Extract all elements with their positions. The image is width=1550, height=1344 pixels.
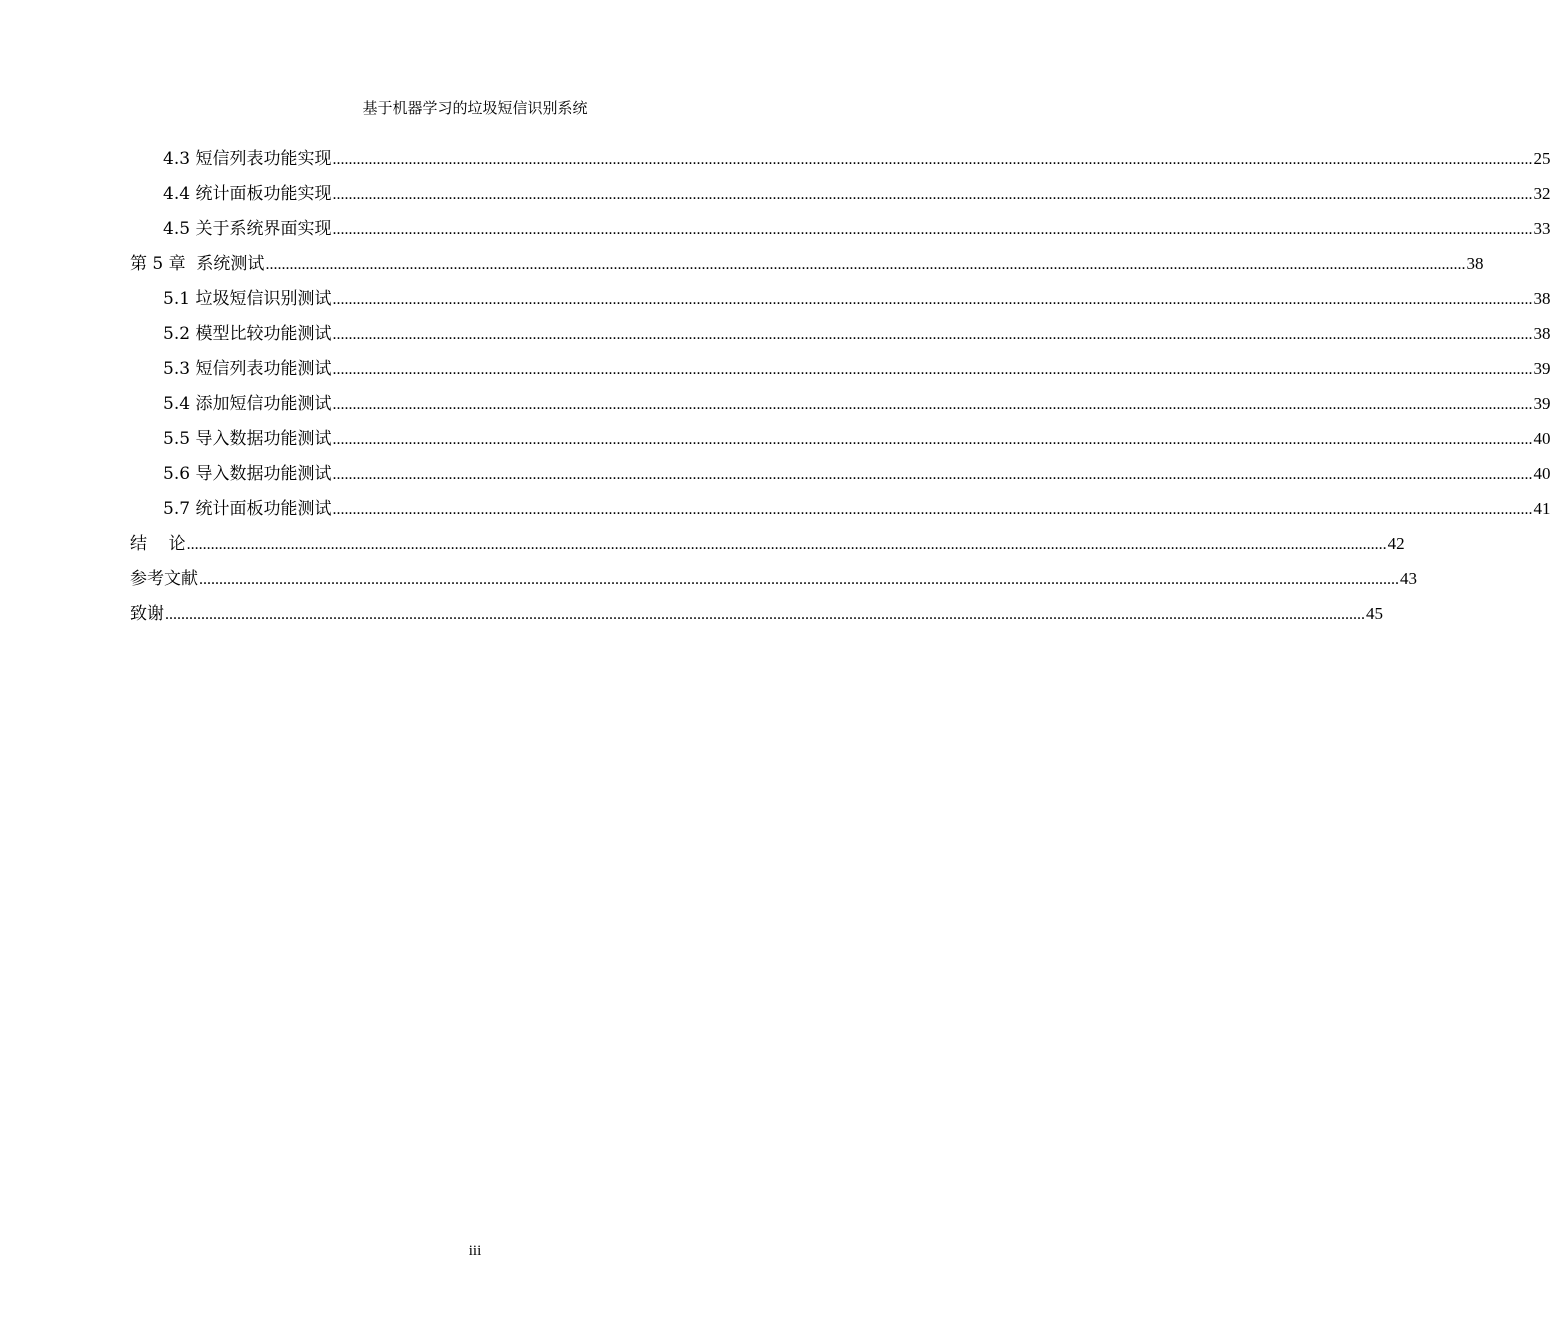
toc-entry-page: 41 (1533, 499, 1550, 518)
dot-leader: ............................................................................................................................................................................................................................................................................................................ (332, 396, 1533, 413)
toc-entry-label: 5.2 模型比较功能测试 (163, 324, 332, 344)
table-of-contents (130, 146, 1550, 636)
toc-entry[interactable] (130, 146, 1550, 181)
dot-leader: ............................................................................................................................................................................................................................................................................................................ (199, 571, 1399, 588)
toc-entry-page: 39 (1533, 359, 1550, 378)
dot-leader: ............................................................................................................................................................................................................................................................................................................ (332, 361, 1533, 378)
dot-leader: ............................................................................................................................................................................................................................................................................................................ (186, 536, 1387, 553)
running-header: 基于机器学习的垃圾短信识别系统 (362, 99, 588, 117)
toc-entry-label: 5.5 导入数据功能测试 (163, 429, 332, 449)
dot-leader: ............................................................................................................................................................................................................................................................................................................ (332, 151, 1533, 168)
dot-leader: ............................................................................................................................................................................................................................................................................................................ (332, 326, 1533, 343)
toc-entry[interactable] (130, 531, 1405, 566)
toc-entry-label: 5.6 导入数据功能测试 (163, 464, 332, 484)
toc-entry-page: 25 (1533, 149, 1550, 168)
dot-leader: ............................................................................................................................................................................................................................................................................................................ (332, 466, 1533, 483)
toc-entry-label: 4.4 统计面板功能实现 (163, 184, 332, 204)
toc-entry-label: 5.3 短信列表功能测试 (163, 359, 332, 379)
toc-entry-page: 43 (1400, 569, 1417, 588)
toc-entry[interactable] (130, 181, 1550, 216)
toc-entry[interactable] (130, 496, 1550, 531)
toc-entry-page: 38 (1533, 324, 1550, 343)
toc-entry[interactable] (130, 601, 1383, 636)
dot-leader: ............................................................................................................................................................................................................................................................................................................ (165, 606, 1365, 623)
toc-entry[interactable] (130, 356, 1550, 391)
toc-entry-page: 40 (1533, 429, 1550, 448)
toc-entry-label: 参考文献 (130, 569, 198, 589)
toc-entry[interactable] (130, 566, 1417, 601)
toc-entry-page: 32 (1533, 184, 1550, 203)
toc-entry-label: 第 5 章 系统测试 (130, 254, 265, 274)
toc-entry[interactable] (130, 391, 1550, 426)
toc-entry[interactable] (130, 286, 1550, 321)
toc-entry[interactable] (130, 251, 1484, 286)
toc-entry-page: 38 (1466, 254, 1484, 273)
toc-entry-page: 42 (1387, 534, 1405, 553)
page-number: iii (468, 1243, 482, 1259)
dot-leader: ............................................................................................................................................................................................................................................................................................................ (332, 431, 1533, 448)
dot-leader: ............................................................................................................................................................................................................................................................................................................ (265, 256, 1466, 273)
toc-entry-page: 45 (1366, 604, 1383, 623)
toc-entry-label: 4.5 关于系统界面实现 (163, 219, 332, 239)
toc-entry-label: 致谢 (130, 604, 164, 624)
toc-entry-page: 40 (1533, 464, 1550, 483)
dot-leader: ............................................................................................................................................................................................................................................................................................................ (332, 221, 1533, 238)
toc-entry-page: 38 (1533, 289, 1550, 308)
toc-entry-label: 5.4 添加短信功能测试 (163, 394, 332, 414)
toc-entry-page: 39 (1533, 394, 1550, 413)
toc-entry-page: 33 (1533, 219, 1550, 238)
dot-leader: ............................................................................................................................................................................................................................................................................................................ (332, 186, 1533, 203)
dot-leader: ............................................................................................................................................................................................................................................................................................................ (332, 291, 1533, 308)
toc-entry[interactable] (130, 426, 1550, 461)
toc-entry[interactable] (130, 216, 1550, 251)
toc-entry-label: 5.7 统计面板功能测试 (163, 499, 332, 519)
dot-leader: ............................................................................................................................................................................................................................................................................................................ (332, 501, 1533, 518)
toc-entry-label: 结 论 (130, 534, 186, 554)
toc-entry-label: 4.3 短信列表功能实现 (163, 149, 332, 169)
toc-entry[interactable] (130, 461, 1550, 496)
toc-entry[interactable] (130, 321, 1550, 356)
toc-entry-label: 5.1 垃圾短信识别测试 (163, 289, 332, 309)
